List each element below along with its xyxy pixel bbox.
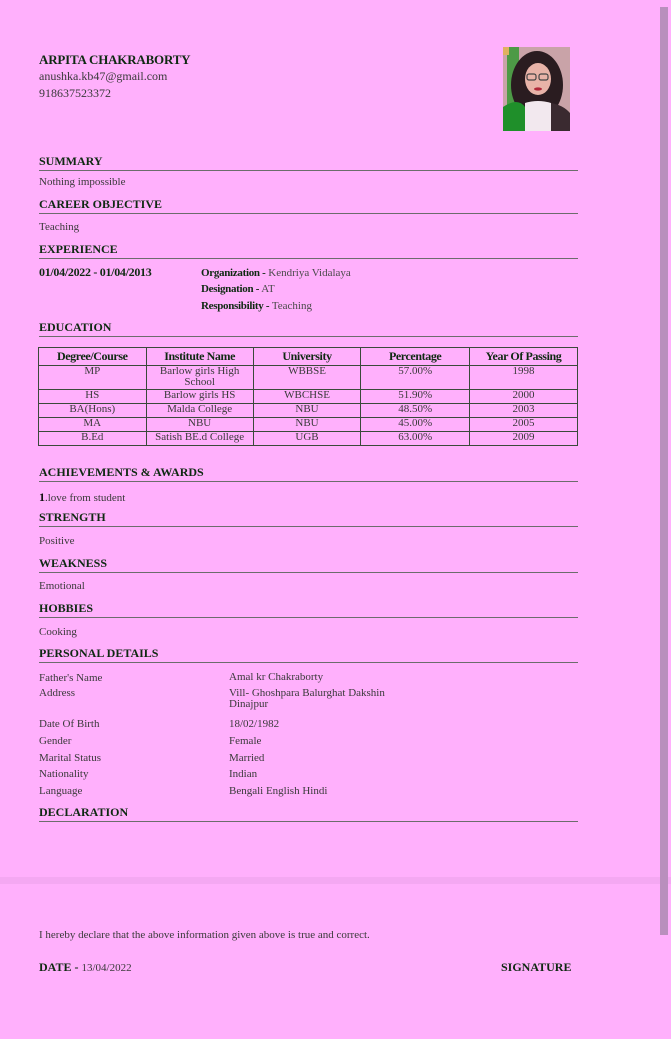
portrait-image (503, 47, 570, 131)
declaration-date (39, 960, 132, 975)
profile-photo (503, 47, 570, 131)
strength-text: Positive (39, 535, 75, 547)
cell-degree: B.Ed (39, 432, 147, 446)
cell-degree: MP (39, 366, 147, 390)
column-header: Institute Name (146, 348, 253, 366)
personal-detail-value: Vill- Ghoshpara Balurghat Dakshin Dinajpur (229, 687, 385, 710)
column-header: Degree/Course (39, 348, 147, 366)
career-objective-heading: CAREER OBJECTIVE (39, 197, 578, 214)
cell-percentage: 45.00% (361, 418, 470, 432)
cell-percentage: 63.00% (361, 432, 470, 446)
personal-detail-value: Indian (229, 768, 258, 780)
education-row (39, 404, 578, 418)
achievement-item (39, 490, 125, 505)
summary-text: Nothing impossible (39, 176, 126, 188)
experience-designation (201, 283, 275, 295)
education-heading: EDUCATION (39, 320, 578, 337)
column-header: Percentage (361, 348, 470, 366)
declaration-text: I hereby declare that the above information given above is true and correct. (39, 929, 370, 941)
candidate-name: ARPITA CHAKRABORTY (39, 52, 191, 67)
cell-institute: Satish BE.d College (146, 432, 253, 446)
candidate-email: anushka.kb47@gmail.com (39, 69, 168, 83)
cell-year: 2005 (470, 418, 578, 432)
cell-degree: HS (39, 390, 147, 404)
cell-year: 2003 (470, 404, 578, 418)
cell-university: UGB (253, 432, 361, 446)
cell-university: WBBSE (253, 366, 361, 390)
cell-percentage: 48.50% (361, 404, 470, 418)
hobbies-heading: HOBBIES (39, 601, 578, 618)
education-row (39, 432, 578, 446)
personal-detail-value: Female (229, 735, 262, 747)
cell-university: NBU (253, 418, 361, 432)
education-row (39, 366, 578, 390)
personal-detail-value: Amal kr Chakraborty (229, 671, 324, 683)
personal-detail-label: Nationality (39, 768, 89, 780)
cell-year: 1998 (470, 366, 578, 390)
page-break-divider (0, 877, 671, 884)
organization-label: Organization - (201, 267, 266, 279)
strength-heading: STRENGTH (39, 510, 578, 527)
education-row (39, 390, 578, 404)
date-value: 13/04/2022 (81, 962, 132, 974)
organization-value: Kendriya Vidalaya (268, 267, 351, 279)
education-row (39, 418, 578, 432)
cell-year: 2009 (470, 432, 578, 446)
education-table (38, 347, 578, 446)
cell-institute: Barlow girls HS (146, 390, 253, 404)
cell-institute: Barlow girls High School (146, 366, 253, 390)
career-objective-text: Teaching (39, 221, 80, 233)
cell-university: WBCHSE (253, 390, 361, 404)
cell-degree: MA (39, 418, 147, 432)
declaration-heading: DECLARATION (39, 805, 578, 822)
date-label: DATE - (39, 960, 79, 974)
experience-heading: EXPERIENCE (39, 242, 578, 259)
education-header-row (39, 348, 578, 366)
personal-detail-value: Married (229, 752, 265, 764)
personal-detail-label: Father's Name (39, 672, 103, 684)
responsibility-value: Teaching (271, 300, 312, 312)
responsibility-label: Responsibility - (201, 300, 270, 312)
personal-detail-label: Marital Status (39, 752, 102, 764)
weakness-text: Emotional (39, 580, 85, 592)
personal-detail-label: Address (39, 687, 76, 699)
experience-responsibility (201, 300, 312, 312)
achievements-heading: ACHIEVEMENTS & AWARDS (39, 465, 578, 482)
personal-detail-value: Bengali English Hindi (229, 785, 328, 797)
column-header: Year Of Passing (470, 348, 578, 366)
summary-heading: SUMMARY (39, 154, 578, 171)
signature-label: SIGNATURE (501, 960, 572, 974)
cell-university: NBU (253, 404, 361, 418)
cell-percentage: 57.00% (361, 366, 470, 390)
achievement-number: 1 (39, 490, 45, 504)
personal-detail-value: 18/02/1982 (229, 718, 280, 730)
cell-percentage: 51.90% (361, 390, 470, 404)
personal-detail-label: Gender (39, 735, 72, 747)
personal-details-heading: PERSONAL DETAILS (39, 646, 578, 663)
designation-value: AT (261, 283, 275, 295)
achievement-text: .love from student (45, 492, 126, 504)
cell-institute: NBU (146, 418, 253, 432)
column-header: University (253, 348, 361, 366)
personal-detail-label: Date Of Birth (39, 718, 100, 730)
candidate-phone: 918637523372 (39, 86, 111, 100)
personal-detail-label: Language (39, 785, 83, 797)
hobbies-text: Cooking (39, 626, 77, 638)
vertical-scrollbar[interactable] (660, 7, 668, 935)
cell-year: 2000 (470, 390, 578, 404)
experience-date-range: 01/04/2022 - 01/04/2013 (39, 265, 152, 279)
cell-degree: BA(Hons) (39, 404, 147, 418)
cell-institute: Malda College (146, 404, 253, 418)
weakness-heading: WEAKNESS (39, 556, 578, 573)
designation-label: Designation - (201, 283, 260, 295)
experience-organization (201, 267, 351, 279)
